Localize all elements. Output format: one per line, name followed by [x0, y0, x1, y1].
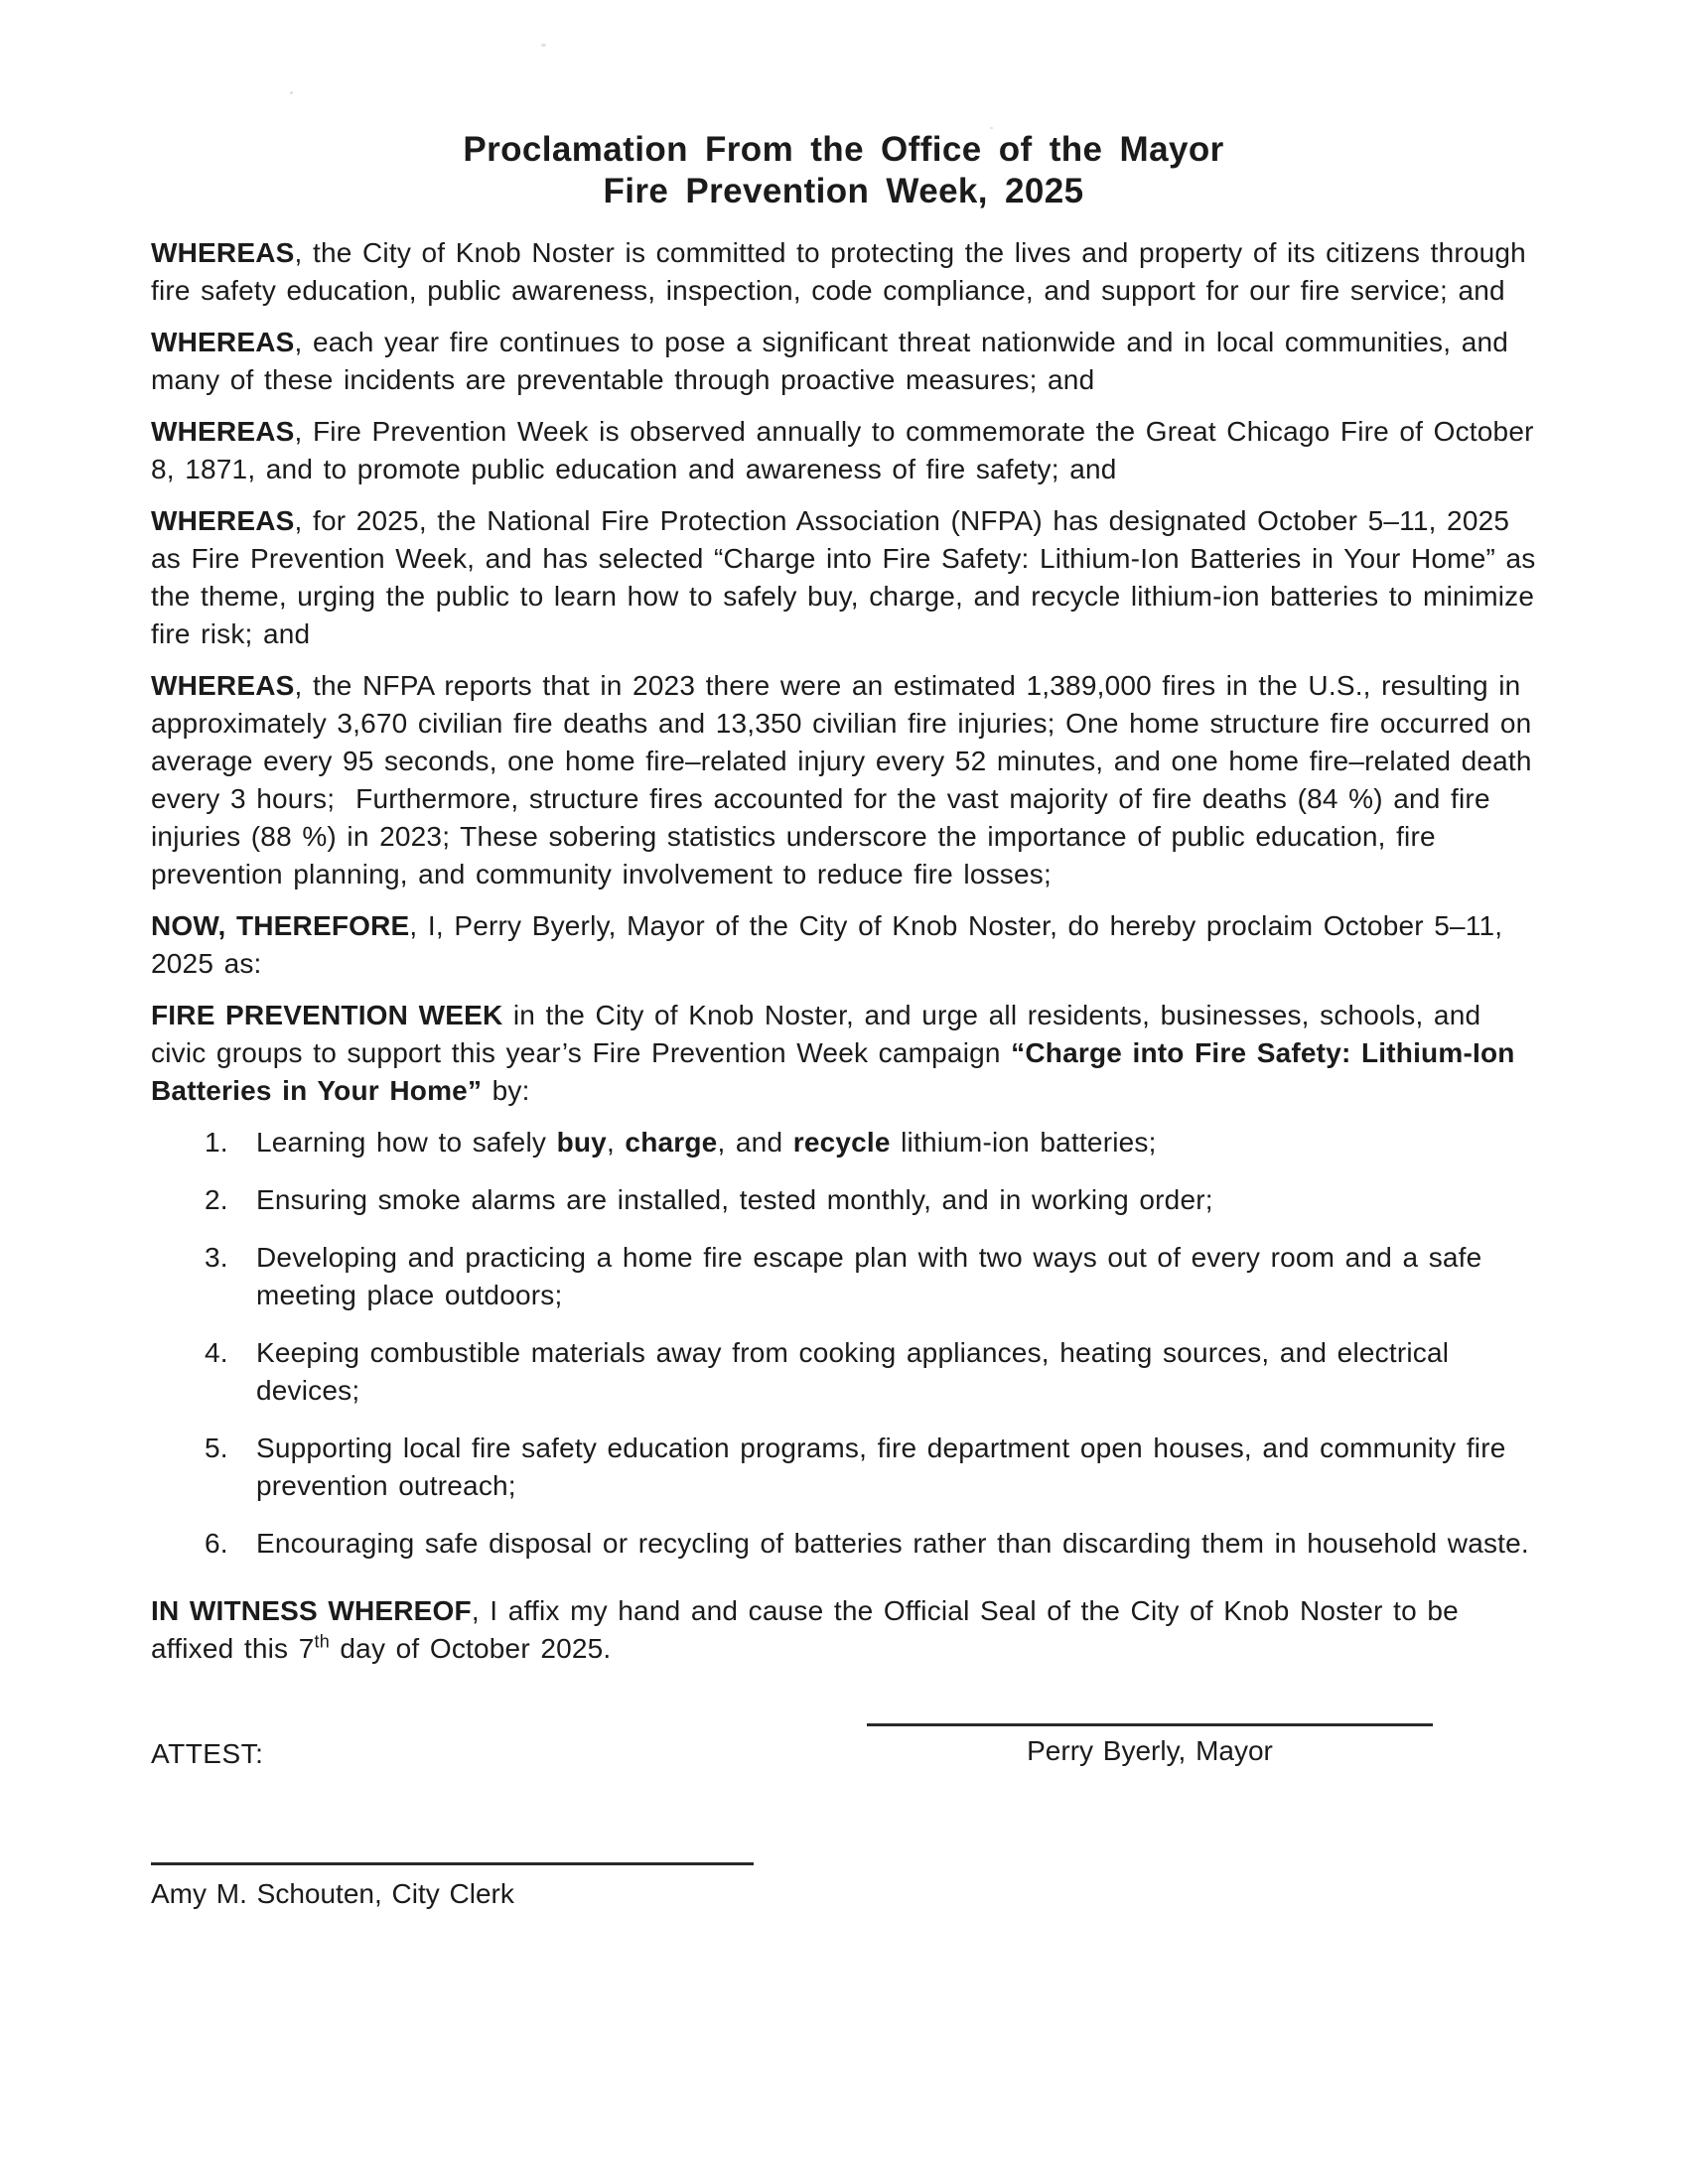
- text-run: ,: [606, 1127, 626, 1158]
- bold-text-run: NOW, THEREFORE: [151, 910, 410, 941]
- text-run: Supporting local fire safety education programs, fire department open houses, and community fire prevention outreach;: [256, 1433, 1506, 1501]
- title-line-1: Proclamation From the Office of the Mayor: [463, 130, 1224, 169]
- mayor-signature-block: [867, 1723, 1433, 1773]
- scan-artifact: [990, 127, 993, 129]
- text-run: day of October 2025.: [329, 1633, 612, 1664]
- text-run: Encouraging safe disposal or recycling of batteries rather than discarding them in household waste.: [256, 1528, 1529, 1559]
- list-item-text: [256, 1124, 1536, 1161]
- text-run: , the NFPA reports that in 2023 there were an estimated 1,389,000 fires in the U.S., resulting in approximately 3,670 civilian fire deaths and 13,350 civilian fire injuries; One home structure fire occurred on average every 95 seconds, one home fire–related injury every 52 minutes, and one home fire–related death every 3 hours; Furthermore, structure fires accounted for the vast majority of fire deaths (84 %) and fire injuries (88 %) in 2023; These sobering statistics underscore the importance of public education, fire prevention planning, and community involvement to reduce fire losses;: [151, 670, 1532, 889]
- document-title: [151, 129, 1536, 212]
- text-run: , for 2025, the National Fire Protection Association (NFPA) has designated October 5–11, 2025 as Fire Prevention Week, and has selected “Charge into Fire Safety: Lithium-Ion Batteries in Your Home” as the theme, urging the public to learn how to safely buy, charge, and recycle lithium-ion batteries to minimize fire risk; and: [151, 505, 1536, 649]
- superscript-text-run: th: [314, 1631, 330, 1652]
- text-run: Ensuring smoke alarms are installed, tested monthly, and in working order;: [256, 1184, 1213, 1215]
- attest-label: ATTEST:: [151, 1738, 264, 1769]
- text-run: , the City of Knob Noster is committed to protecting the lives and property of its citizens through fire safety education, public awareness, inspection, code compliance, and support for our fire service; and: [151, 237, 1526, 306]
- scan-artifact: [290, 91, 293, 94]
- paragraph-whereas-4: [151, 502, 1536, 653]
- bold-text-run: buy: [556, 1127, 607, 1158]
- list-item-text: [256, 1525, 1536, 1563]
- text-run: Keeping combustible materials away from cooking appliances, heating sources, and electrical devices;: [256, 1337, 1450, 1406]
- bold-text-run: WHEREAS: [151, 670, 295, 701]
- text-run: , I affix my hand and cause the Official Seal of the City of Knob Noster to be affixed this 7: [151, 1595, 1459, 1664]
- text-run: lithium-ion batteries;: [890, 1127, 1157, 1158]
- paragraph-now-therefore: [151, 907, 1536, 983]
- list-item-text: [256, 1430, 1536, 1505]
- title-line-2: Fire Prevention Week, 2025: [603, 172, 1084, 210]
- list-item: [151, 1239, 1536, 1314]
- list-item: [151, 1124, 1536, 1161]
- list-item-text: [256, 1181, 1536, 1219]
- paragraph-whereas-1: [151, 234, 1536, 310]
- list-item-number: 3.: [205, 1242, 228, 1273]
- bold-text-run: WHEREAS: [151, 416, 295, 447]
- list-item-number: 6.: [205, 1528, 228, 1559]
- bold-text-run: WHEREAS: [151, 505, 295, 536]
- paragraph-whereas-3: [151, 413, 1536, 488]
- list-item-number: 4.: [205, 1337, 228, 1368]
- list-item-number: 1.: [205, 1127, 228, 1158]
- bold-text-run: “Charge into Fire Safety: Lithium-Ion Batteries in Your Home”: [151, 1037, 1515, 1106]
- bold-text-run: WHEREAS: [151, 327, 295, 357]
- text-run: Learning how to safely: [256, 1127, 557, 1158]
- list-item-text: [256, 1334, 1536, 1410]
- text-run: Developing and practicing a home fire escape plan with two ways out of every room and a safe meeting place outdoors;: [256, 1242, 1482, 1310]
- clerk-signature-block: [151, 1862, 754, 1913]
- bold-text-run: IN WITNESS WHEREOF: [151, 1595, 472, 1626]
- list-item: [151, 1525, 1536, 1563]
- scan-artifact: [541, 44, 546, 47]
- text-run: by:: [482, 1075, 530, 1106]
- list-item-text: [256, 1239, 1536, 1314]
- list-item: [151, 1430, 1536, 1505]
- paragraph-fire-prevention-week: [151, 997, 1536, 1110]
- whereas-clauses: [151, 234, 1536, 1110]
- text-run: , I, Perry Byerly, Mayor of the City of Knob Noster, do hereby proclaim October 5–11, 2025 as:: [151, 910, 1503, 979]
- text-run: , and: [717, 1127, 793, 1158]
- closing-paragraph: [151, 1592, 1536, 1668]
- list-item: [151, 1334, 1536, 1410]
- list-item-number: 5.: [205, 1433, 228, 1463]
- list-item-number: 2.: [205, 1184, 228, 1215]
- signature-row: [151, 1723, 1536, 1773]
- clerk-signature-label: Amy M. Schouten, City Clerk: [151, 1878, 514, 1909]
- text-run: , Fire Prevention Week is observed annually to commemorate the Great Chicago Fire of October 8, 1871, and to promote public education and awareness of fire safety; and: [151, 416, 1534, 484]
- bold-text-run: FIRE PREVENTION WEEK: [151, 1000, 503, 1030]
- bold-text-run: WHEREAS: [151, 237, 295, 268]
- text-run: , each year fire continues to pose a significant threat nationwide and in local communities, and many of these incidents are preventable through proactive measures; and: [151, 327, 1509, 395]
- bold-text-run: recycle: [792, 1127, 891, 1158]
- paragraph-whereas-2: [151, 324, 1536, 399]
- paragraph-whereas-5: [151, 667, 1536, 893]
- bold-text-run: charge: [625, 1127, 718, 1158]
- list-item: [151, 1181, 1536, 1219]
- numbered-list: [151, 1124, 1536, 1563]
- text-run: in the City of Knob Noster, and urge all residents, businesses, schools, and civic groups to support this year’s Fire Prevention Week campaign: [151, 1000, 1481, 1068]
- mayor-signature-label: Perry Byerly, Mayor: [1027, 1735, 1273, 1766]
